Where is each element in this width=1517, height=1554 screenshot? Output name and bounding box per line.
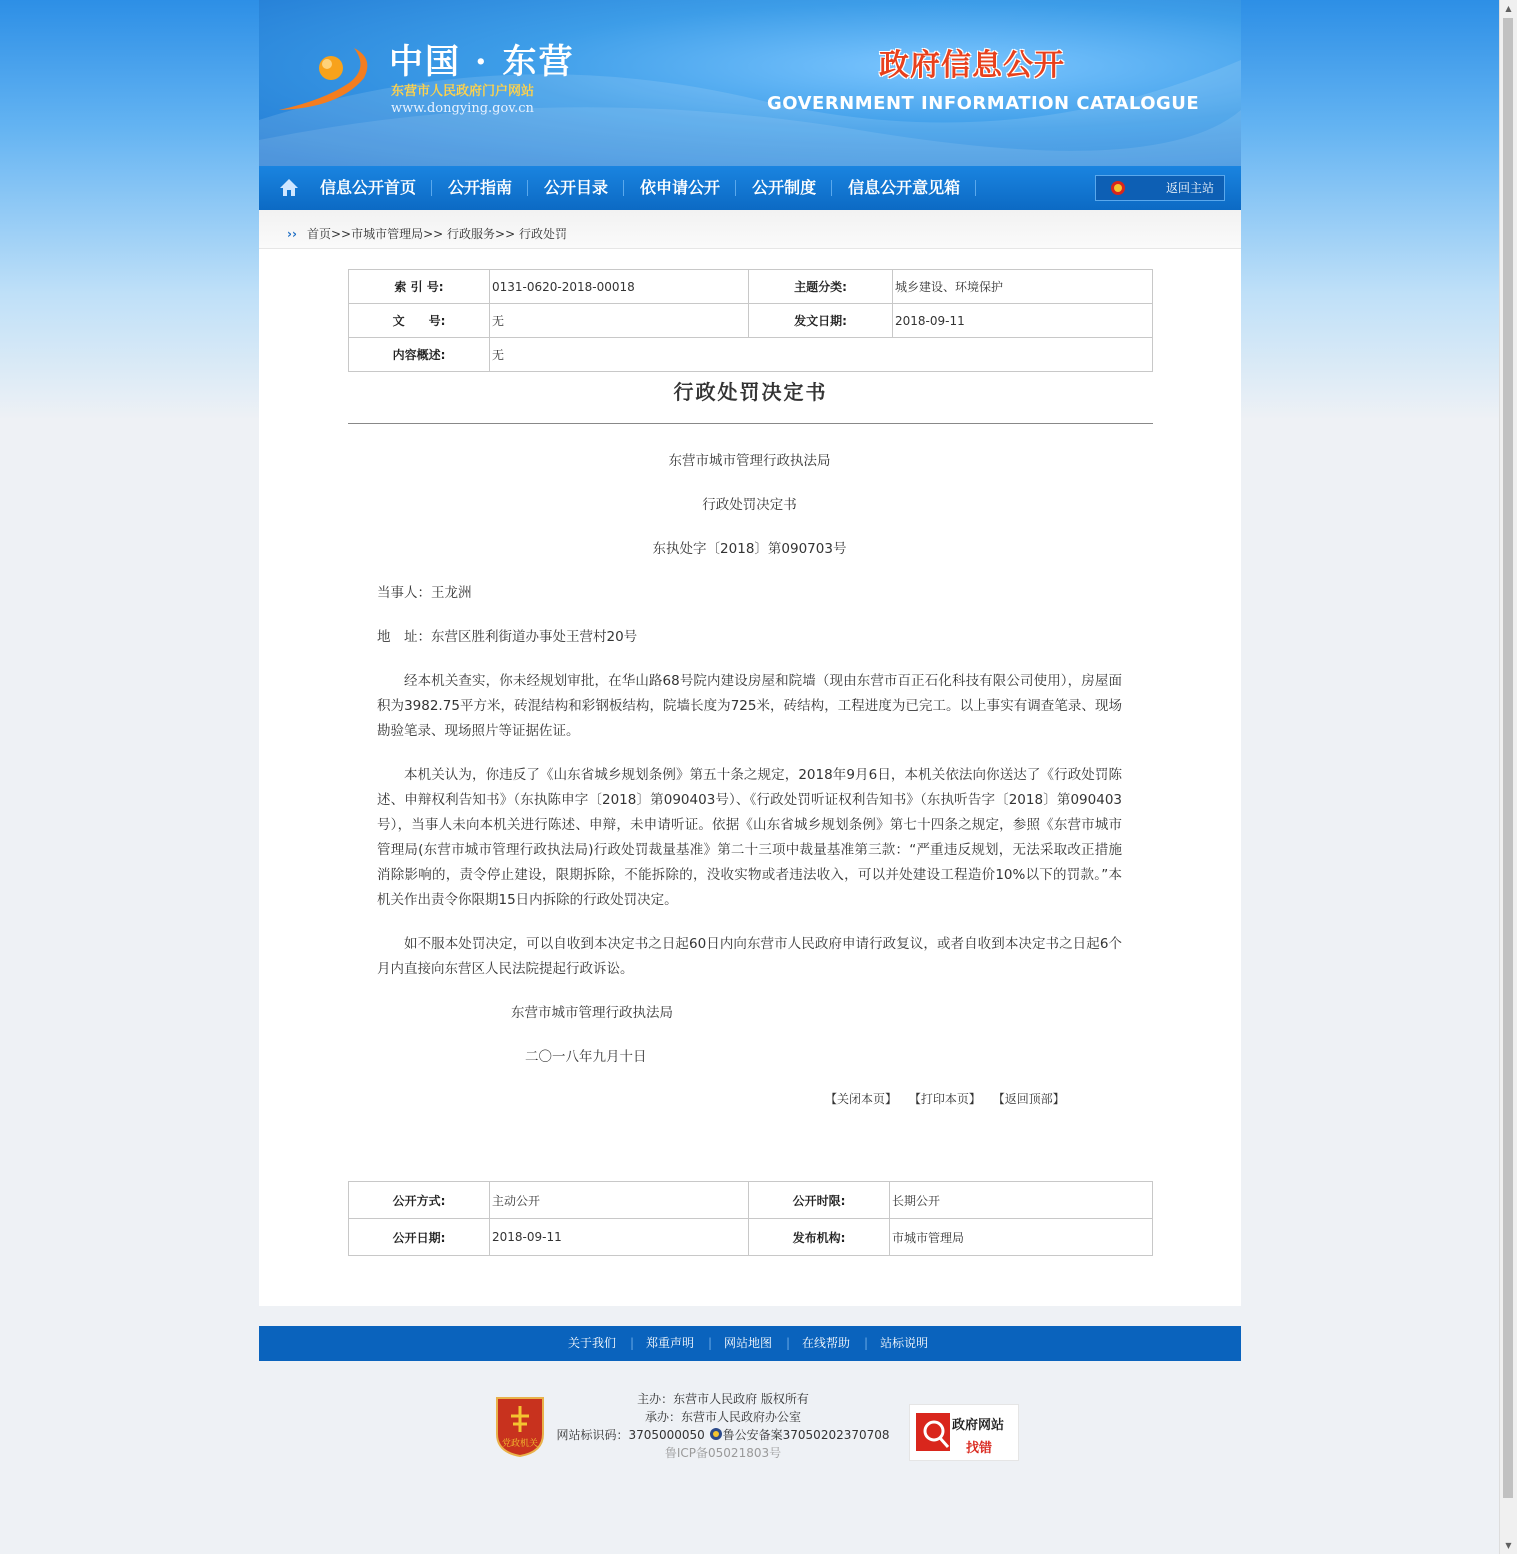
logo-swoosh-icon <box>269 38 379 118</box>
footer-link-help[interactable]: 在线帮助 | <box>787 1326 865 1361</box>
publish-period-value: 长期公开 <box>890 1182 1153 1219</box>
publish-info-table <box>348 1181 1153 1256</box>
main-nav <box>259 166 1241 210</box>
scroll-up-arrow-icon[interactable]: ▲ <box>1505 4 1512 13</box>
footer-icp[interactable]: 鲁ICP备05021803号 <box>664 1446 782 1460</box>
doc-date: 二〇一八年九月十日 <box>525 1049 647 1065</box>
section-title: 政府信息公开 <box>879 48 1065 83</box>
nav-item-guide[interactable]: 公开指南 <box>432 166 528 210</box>
section-subtitle: GOVERNMENT INFORMATION CATALOGUE <box>767 93 1200 114</box>
footer-ids <box>540 1426 906 1444</box>
report-error-icon <box>914 1411 954 1455</box>
footer-link-about[interactable]: 关于我们 | <box>553 1326 631 1361</box>
breadcrumb <box>259 210 1241 249</box>
footer-link-statement[interactable]: 郑重声明 | <box>631 1326 709 1361</box>
back-to-main-site-label: 返回主站 <box>1166 181 1215 195</box>
doc-address: 地 址：东营区胜利街道办事处王营村20号 <box>377 629 638 645</box>
publish-method-value: 主动公开 <box>490 1182 749 1219</box>
doc-number: 东执处字〔2018〕第090703号 <box>652 541 847 557</box>
publish-org-value: 市城市管理局 <box>890 1219 1153 1256</box>
page-wrapper <box>259 0 1241 1306</box>
topic-value: 城乡建设、环境保护 <box>893 270 1153 304</box>
national-emblem-icon <box>1110 180 1126 196</box>
topic-label: 主题分类: <box>749 270 893 304</box>
footer-site-id: 网站标识码：3705000050 <box>556 1428 705 1442</box>
breadcrumb-arrow-icon: ›› <box>287 227 297 241</box>
police-badge-icon <box>709 1427 723 1441</box>
footer-link-sitemap[interactable]: 网站地图 | <box>709 1326 787 1361</box>
nav-item-feedback[interactable]: 信息公开意见箱 <box>832 166 976 210</box>
footer-info <box>540 1390 906 1462</box>
summary-label: 内容概述: <box>349 338 490 372</box>
report-error-subtitle: 找错 <box>966 1441 993 1456</box>
report-error-badge[interactable] <box>909 1404 1019 1461</box>
site-banner <box>259 0 1241 166</box>
breadcrumb-path[interactable]: 首页>>市城市管理局>> 行政服务>> 行政处罚 <box>307 227 567 241</box>
publish-period-label: 公开时限: <box>749 1182 890 1219</box>
index-value: 0131-0620-2018-00018 <box>490 270 749 304</box>
issue-date-label: 发文日期: <box>749 304 893 338</box>
docno-label: 文 号: <box>349 304 490 338</box>
party-government-badge-icon[interactable] <box>493 1394 547 1458</box>
doc-name: 行政处罚决定书 <box>702 497 797 513</box>
footer-nav <box>259 1326 1241 1361</box>
nav-item-home[interactable]: 信息公开首页 <box>304 166 432 210</box>
scrollbar-thumb[interactable] <box>1503 18 1513 1498</box>
index-label: 索 引 号: <box>349 270 490 304</box>
doc-signature: 东营市城市管理行政执法局 <box>511 1005 673 1021</box>
document-title: 行政处罚决定书 <box>673 380 828 404</box>
doc-paragraph-appeal: 如不服本处罚决定，可以自收到本决定书之日起60日内向东营市人民政府申请行政复议，或者自收到本决定书之日起6个月内直接向东营区人民法院提起行政诉讼。 <box>377 936 1122 977</box>
footer-link-logo-info[interactable]: 站标说明 <box>880 1336 929 1350</box>
docno-value: 无 <box>490 304 749 338</box>
publish-date-label: 公开日期: <box>349 1219 490 1256</box>
logo-title[interactable]: 中国 · 东营 <box>389 42 575 82</box>
logo-url: www.dongying.gov.cn <box>391 101 534 116</box>
vertical-scrollbar[interactable] <box>1499 0 1517 1554</box>
back-to-main-site-button[interactable] <box>1095 175 1225 201</box>
footer-police-record[interactable]: 鲁公安备案37050202370708 <box>722 1428 890 1442</box>
doc-paragraph-facts: 经本机关查实，你未经规划审批，在华山路68号院内建设房屋和院墙（现由东营市百正石化科技有限公司使用），房屋面积为3982.75平方米，砖混结构和彩钢板结构，院墙长度为725米，砖结构，工程进度为已完工。以上事实有调查笔录、现场勘验笔录、现场照片等证据佐证。 <box>377 673 1122 739</box>
publish-org-label: 发布机构: <box>749 1219 890 1256</box>
print-page-link[interactable]: 【打印本页】 <box>908 1092 981 1106</box>
title-divider <box>348 423 1153 424</box>
main-content <box>259 210 1241 1306</box>
logo-subtitle: 东营市人民政府门户网站 <box>391 84 535 99</box>
footer-operator: 承办：东营市人民政府办公室 <box>644 1410 801 1424</box>
document-body <box>377 449 1122 1089</box>
close-page-link[interactable]: 【关闭本页】 <box>825 1092 898 1106</box>
doc-paragraph-decision: 本机关认为，你违反了《山东省城乡规划条例》第五十条之规定，2018年9月6日，本机关依法向你送达了《行政处罚陈述、申辩权利告知书》（东执陈申字〔2018〕第090403号）、《行政处罚听证权利告知书》（东执听告字〔2018〕第090403号），当事人未向本机关进行陈述、申辩，未申请听证。依据《山东省城乡规划条例》第七十四条之规定，参照《东营市城市管理局(东营市城市管理行政执法局)行政处罚裁量基准》第二十三项中裁量基准第三款：“严重违反规划，无法采取改正措施消除影响的，责令停止建设，限期拆除，不能拆除的，没收实物或者违法收入，可以并处建设工程造价10%以下的罚款。”本机关作出责令你限期15日内拆除的行政处罚决定。 <box>377 767 1122 908</box>
party-badge-label: 党政机关 <box>501 1439 539 1449</box>
publish-method-label: 公开方式: <box>349 1182 490 1219</box>
nav-item-catalog[interactable]: 公开目录 <box>528 166 624 210</box>
page-actions <box>825 1090 1073 1107</box>
nav-item-rules[interactable]: 公开制度 <box>736 166 832 210</box>
home-icon[interactable] <box>279 176 299 198</box>
doc-agency: 东营市城市管理行政执法局 <box>668 453 831 469</box>
scroll-down-arrow-icon[interactable]: ▼ <box>1505 1541 1512 1550</box>
nav-item-request[interactable]: 依申请公开 <box>624 166 736 210</box>
report-error-title: 政府网站 <box>952 1418 1005 1433</box>
document-meta-table <box>348 269 1153 372</box>
summary-value: 无 <box>490 338 1153 372</box>
doc-party: 当事人：王龙洲 <box>377 585 472 601</box>
footer-host: 主办：东营市人民政府 版权所有 <box>637 1392 809 1406</box>
back-to-top-link[interactable]: 【返回顶部】 <box>992 1092 1065 1106</box>
publish-date-value: 2018-09-11 <box>490 1219 749 1256</box>
issue-date-value: 2018-09-11 <box>893 304 1153 338</box>
